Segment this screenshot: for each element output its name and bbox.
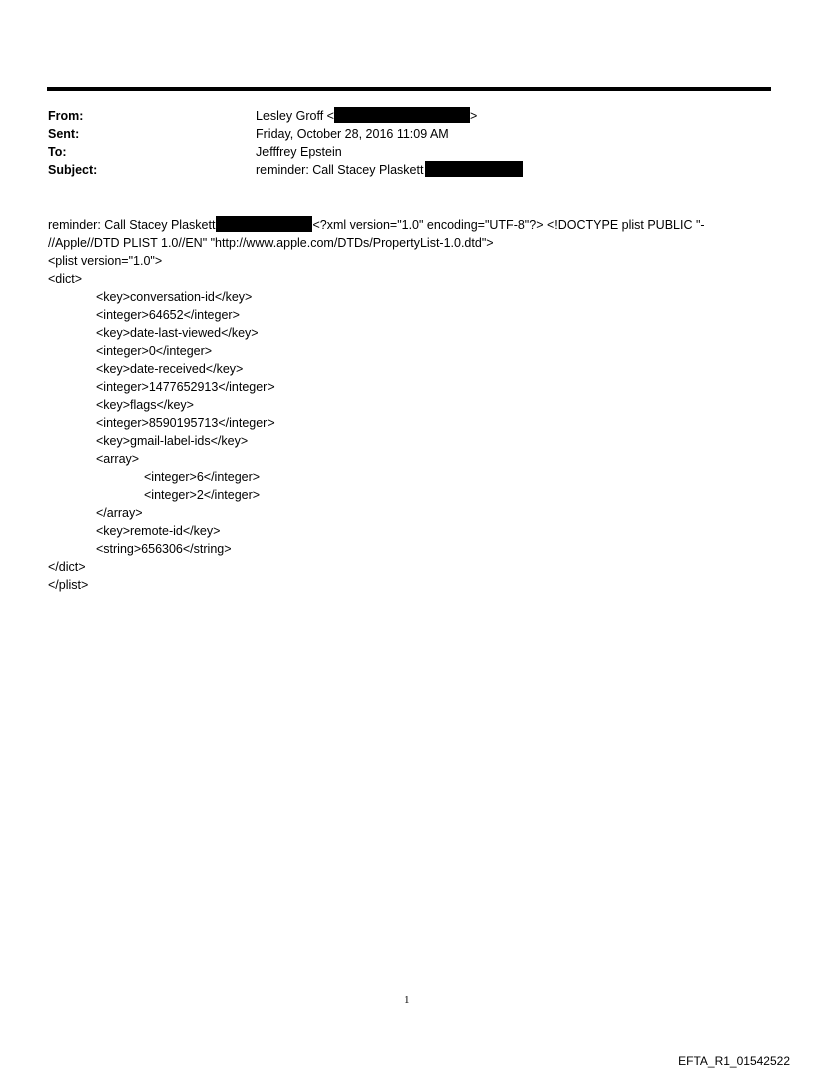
- from-tail: >: [469, 109, 478, 123]
- body-line-12: <integer>8590195713</integer>: [96, 416, 275, 430]
- body-line-7: <key>date-last-viewed</key>: [96, 326, 259, 340]
- subject-text: reminder: Call Stacey Plaskett: [256, 163, 424, 177]
- from-value: [256, 107, 477, 125]
- body-line-21: </plist>: [48, 578, 89, 592]
- body-line-13: <key>gmail-label-ids</key>: [96, 434, 249, 448]
- body-line-3: <plist version="1.0">: [48, 254, 163, 268]
- body-line-20: </dict>: [48, 560, 86, 574]
- subject-label: Subject:: [48, 163, 98, 177]
- body-line-2: //Apple//DTD PLIST 1.0//EN" "http://www.apple.com/DTDs/PropertyList-1.0.dtd">: [48, 236, 494, 250]
- sent-value: Friday, October 28, 2016 11:09 AM: [256, 127, 449, 141]
- redaction-box: [334, 107, 470, 123]
- body-line-18: <key>remote-id</key>: [96, 524, 221, 538]
- body-line-1: [48, 216, 768, 234]
- header-rule: [47, 87, 771, 91]
- to-value: Jefffrey Epstein: [256, 145, 342, 159]
- body-line-10: <integer>1477652913</integer>: [96, 380, 275, 394]
- body-subject-text: reminder: Call Stacey Plaskett: [48, 218, 216, 232]
- subject-value: [256, 161, 523, 179]
- body-line-5: <key>conversation-id</key>: [96, 290, 253, 304]
- sent-label: Sent:: [48, 127, 80, 141]
- page-number: 1: [404, 994, 410, 1006]
- body-line-9: <key>date-received</key>: [96, 362, 244, 376]
- body-line-15: <integer>6</integer>: [144, 470, 261, 484]
- bates-number: EFTA_R1_01542522: [678, 1054, 790, 1068]
- to-label: To:: [48, 145, 67, 159]
- body-line-8: <integer>0</integer>: [96, 344, 213, 358]
- xml-declaration: <?xml version="1.0" encoding="UTF-8"?> <!DOCTYPE plist PUBLIC "-: [312, 218, 705, 232]
- body-line-19: <string>656306</string>: [96, 542, 232, 556]
- from-label: From:: [48, 109, 84, 123]
- body-line-11: <key>flags</key>: [96, 398, 194, 412]
- from-name: Lesley Groff <: [256, 109, 334, 123]
- body-line-6: <integer>64652</integer>: [96, 308, 240, 322]
- body-line-16: <integer>2</integer>: [144, 488, 261, 502]
- body-line-14: <array>: [96, 452, 140, 466]
- redaction-box: [425, 161, 523, 177]
- body-line-4: <dict>: [48, 272, 83, 286]
- message-body: [48, 216, 768, 594]
- body-line-17: </array>: [96, 506, 143, 520]
- redaction-box: [216, 216, 312, 232]
